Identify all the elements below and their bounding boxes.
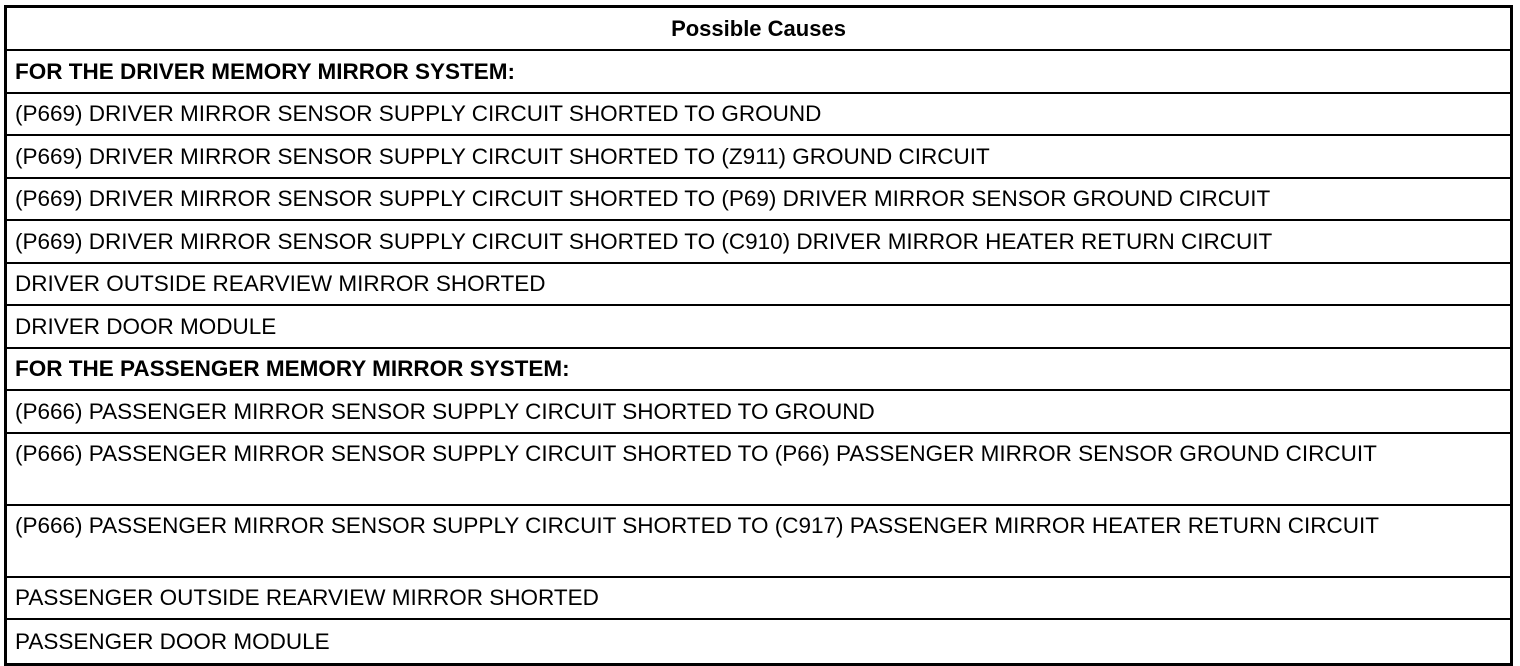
table-row: [7, 620, 1510, 663]
row-text: DRIVER OUTSIDE REARVIEW MIRROR SHORTED: [15, 271, 546, 297]
table-row: [7, 94, 1510, 137]
table-row: [7, 306, 1510, 349]
row-text: FOR THE DRIVER MEMORY MIRROR SYSTEM:: [15, 58, 516, 84]
row-text: (P669) DRIVER MIRROR SENSOR SUPPLY CIRCUIT SHORTED TO (Z911) GROUND CIRCUIT: [15, 143, 990, 169]
table-row: [7, 391, 1510, 434]
row-text: PASSENGER DOOR MODULE: [15, 628, 330, 654]
row-text: (P669) DRIVER MIRROR SENSOR SUPPLY CIRCUIT SHORTED TO (P69) DRIVER MIRROR SENSOR GROUND CIRCUIT: [15, 186, 1271, 212]
table-row: [7, 136, 1510, 179]
possible-causes-table: [4, 5, 1513, 666]
table-row: [7, 221, 1510, 264]
row-text: PASSENGER OUTSIDE REARVIEW MIRROR SHORTED: [15, 585, 599, 611]
row-text: (P666) PASSENGER MIRROR SENSOR SUPPLY CIRCUIT SHORTED TO GROUND: [15, 398, 875, 424]
table-header: Possible Causes: [7, 8, 1510, 51]
row-text: DRIVER DOOR MODULE: [15, 313, 277, 339]
section-heading-passenger: [7, 349, 1510, 392]
row-text: (P669) DRIVER MIRROR SENSOR SUPPLY CIRCUIT SHORTED TO (C910) DRIVER MIRROR HEATER RETURN CIRCUIT: [15, 228, 1273, 254]
row-text: (P669) DRIVER MIRROR SENSOR SUPPLY CIRCUIT SHORTED TO GROUND: [15, 101, 822, 127]
table-row: [7, 506, 1510, 578]
table-row: [7, 578, 1510, 621]
table-row: [7, 434, 1510, 506]
table-row: [7, 264, 1510, 307]
table-row: [7, 179, 1510, 222]
row-text: FOR THE PASSENGER MEMORY MIRROR SYSTEM:: [15, 356, 570, 382]
row-text: (P666) PASSENGER MIRROR SENSOR SUPPLY CIRCUIT SHORTED TO (P66) PASSENGER MIRROR SENSOR GROUND CIRCUIT: [15, 440, 1377, 466]
section-heading-driver: [7, 51, 1510, 94]
row-text: (P666) PASSENGER MIRROR SENSOR SUPPLY CIRCUIT SHORTED TO (C917) PASSENGER MIRROR HEATER RETURN CIRCUIT: [15, 512, 1379, 538]
